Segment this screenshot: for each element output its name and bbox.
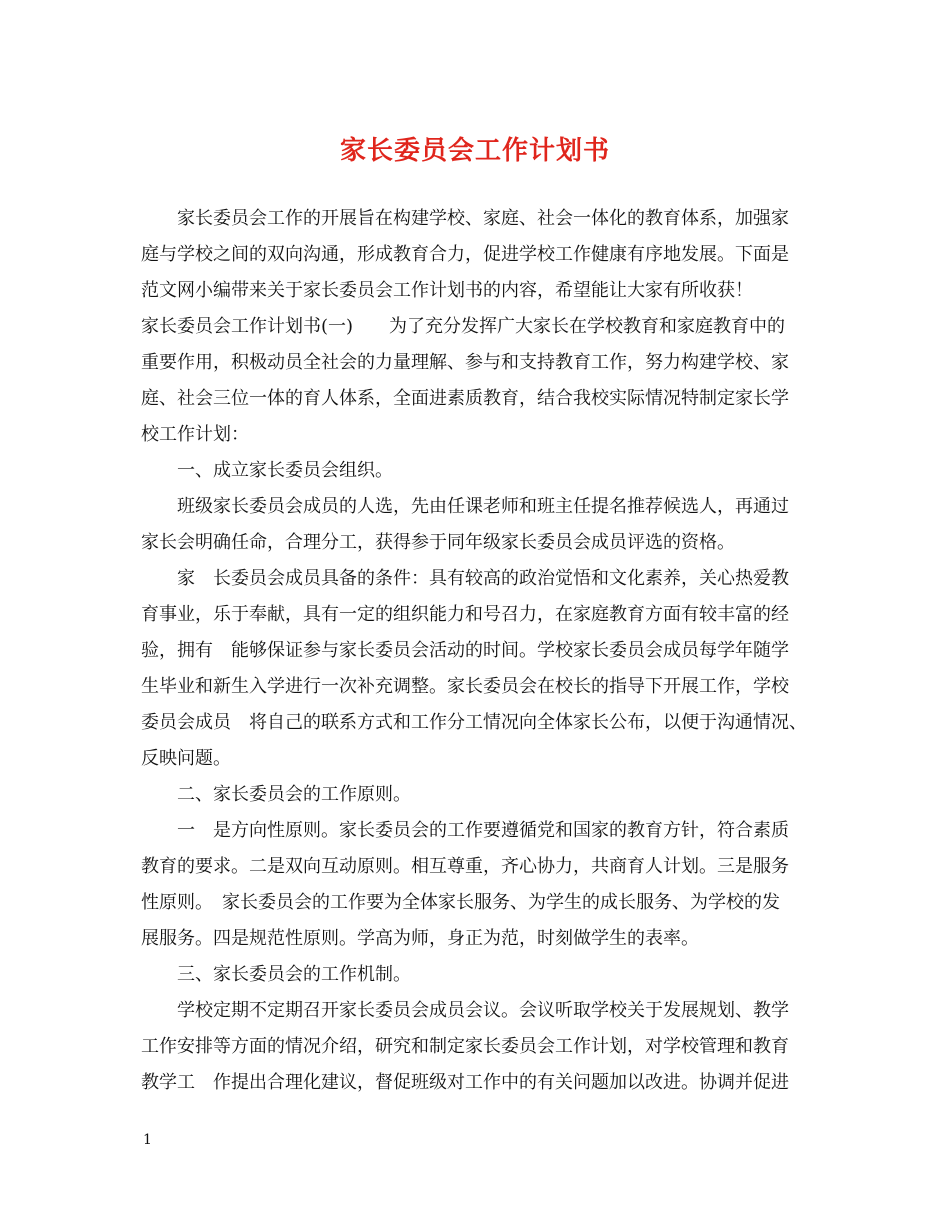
paragraph-line: 工作安排等方面的情况介绍，研究和制定家长委员会工作计划，对学校管理和教育 <box>141 1036 789 1057</box>
paragraph-line: 庭、社会三位一体的育人体系，全面进素质教育，结合我校实际情况特制定家长学 <box>141 388 789 409</box>
paragraph-line: 反映问题。 <box>141 748 231 769</box>
paragraph-line: 学校定期不定期召开家长委员会成员会议。会议听取学校关于发展规划、教学 <box>177 1000 789 1021</box>
paragraph-line: 教育的要求。二是双向互动原则。相互尊重，齐心协力，共商育人计划。三是服务 <box>141 856 789 877</box>
document-title: 家长委员会工作计划书 <box>339 136 610 166</box>
section-heading: 二、家长委员会的工作原则。 <box>177 784 411 805</box>
paragraph-line: 班级家长委员会成员的人选，先由任课老师和班主任提名推荐候选人，再通过 <box>177 496 789 517</box>
paragraph-line: 育事业，乐于奉献，具有一定的组织能力和号召力，在家庭教育方面有较丰富的经 <box>141 604 789 625</box>
paragraph-line: 生毕业和新生入学进行一次补充调整。家长委员会在校长的指导下开展工作，学校 <box>141 676 789 697</box>
paragraph-line: 家长会明确任命，合理分工，获得参于同年级家长委员会成员评选的资格。 <box>141 532 735 553</box>
paragraph-line: 教学工 作提出合理化建议，督促班级对工作中的有关问题加以改进。协调并促进 <box>141 1072 789 1093</box>
section-heading: 三、家长委员会的工作机制。 <box>177 964 411 985</box>
page-number: 1 <box>143 1132 152 1148</box>
paragraph-line: 重要作用，积极动员全社会的力量理解、参与和支持教育工作，努力构建学校、家 <box>141 352 789 373</box>
section-heading: 一、成立家长委员会组织。 <box>177 460 393 481</box>
paragraph-line: 性原则。 家长委员会的工作要为全体家长服务、为学生的成长服务、为学校的发 <box>141 892 780 913</box>
paragraph-line: 一 是方向性原则。家长委员会的工作要遵循党和国家的教育方针，符合素质 <box>177 820 789 841</box>
paragraph-line: 家长委员会工作计划书(一) 为了充分发挥广大家长在学校教育和家庭教育中的 <box>141 316 786 337</box>
paragraph-line: 范文网小编带来关于家长委员会工作计划书的内容，希望能让大家有所收获！ <box>141 280 753 301</box>
paragraph-line: 庭与学校之间的双向沟通，形成教育合力，促进学校工作健康有序地发展。下面是 <box>141 244 789 265</box>
paragraph-line: 展服务。四是规范性原则。学高为师，身正为范，时刻做学生的表率。 <box>141 928 699 949</box>
paragraph-line: 委员会成员 将自己的联系方式和工作分工情况向全体家长公布，以便于沟通情况、 <box>141 712 807 733</box>
paragraph-line: 家长委员会工作的开展旨在构建学校、家庭、社会一体化的教育体系，加强家 <box>177 208 789 229</box>
paragraph-line: 校工作计划： <box>141 424 249 445</box>
paragraph-line: 家 长委员会成员具备的条件：具有较高的政治觉悟和文化素养，关心热爱教 <box>177 568 789 589</box>
paragraph-line: 验，拥有 能够保证参与家长委员会活动的时间。学校家长委员会成员每学年随学 <box>141 640 789 661</box>
